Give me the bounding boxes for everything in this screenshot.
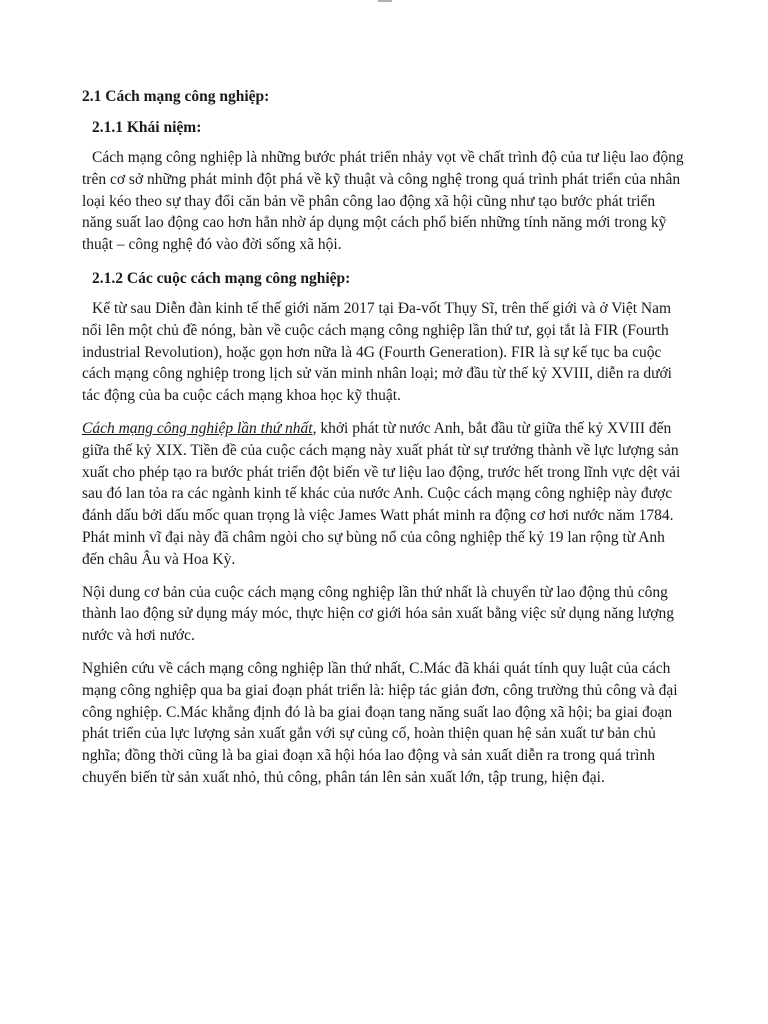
section-heading-2-1: 2.1 Cách mạng công nghiệp:: [82, 88, 270, 105]
document-page: [82, 86, 688, 789]
first-revolution-text: , khởi phát từ nước Anh, bắt đầu từ giữa thế kỷ XVIII đến giữa thế kỷ XIX. Tiền đề của cuộc cách mạng này xuất phát từ sự trưởng thành về lực lượng sản xuất cho phép tạo ra bước phát triển đột biến về tư liệu lao động, trước hết trong lĩnh vực dệt vải sau đó lan tỏa ra các ngành kinh tế khác của nước Anh. Cuộc cách mạng công nghiệp này được đánh dấu bởi dấu mốc quan trọng là việc James Watt phát minh ra động cơ hơi nước năm 1784. Phát minh vĩ đại này đã châm ngòi cho sự bùng nổ của công nghiệp thế kỷ 19 lan rộng từ Anh đến châu Âu và Hoa Kỳ.: [82, 419, 681, 568]
paragraph-research: Nghiên cứu về cách mạng công nghiệp lần thứ nhất, C.Mác đã khái quát tính quy luật của cách mạng công nghiệp qua ba giai đoạn phát triển là: hiệp tác giản đơn, công trường thủ công và đại công nghiệp. C.Mác khẳng định đó là ba giai đoạn tang năng suất lao động xã hội; ba giai đoạn phát triển của lực lượng sản xuất gắn với sự củng cố, hoàn thiện quan hệ sản xuất tư bản chủ nghĩa; đồng thời cũng là ba giai đoạn xã hội hóa lao động và sản xuất diễn ra trong quá trình chuyển biến từ sản xuất nhỏ, thủ công, phân tán lên sản xuất lớn, tập trung, hiện đại.: [82, 659, 678, 786]
paragraph-content: Nội dung cơ bản của cuộc cách mạng công nghiệp lần thứ nhất là chuyển từ lao động thủ công thành lao động sử dụng máy móc, thực hiện cơ giới hóa sản xuất bằng việc sử dụng năng lượng nước và hơi nước.: [82, 583, 674, 645]
page-top-mark: [378, 0, 392, 2]
paragraph-first-revolution: [82, 418, 688, 571]
subsection-heading-2-1-2: 2.1.2 Các cuộc cách mạng công nghiệp:: [92, 269, 351, 287]
first-revolution-term: Cách mạng công nghiệp lần thứ nhất: [82, 419, 313, 437]
subsection-heading-2-1-1: 2.1.1 Khái niệm:: [92, 119, 202, 136]
paragraph-fir: Kể từ sau Diễn đàn kinh tế thế giới năm 2017 tại Đa-vốt Thụy Sĩ, trên thế giới và ở Việt Nam nổi lên một chủ đề nóng, bàn về cuộc cách mạng công nghiệp lần thứ tư, gọi tắt là FIR (Fourth industrial Revolution), hoặc gọn hơn nữa là 4G (Fourth Generation). FIR là sự kế tục ba cuộc cách mạng công nghiệp trong lịch sử văn minh nhân loại; mở đầu từ thế kỷ XVIII, diễn ra dưới tác động của ba cuộc cách mạng khoa học kỹ thuật.: [82, 299, 672, 405]
paragraph-concept: Cách mạng công nghiệp là những bước phát triển nhảy vọt về chất trình độ của tư liệu lao động trên cơ sở những phát minh đột phá về kỹ thuật và công nghệ trong quá trình phát triển của nhân loại kéo theo sự thay đổi căn bản về phân công lao động xã hội cũng như tạo bước phát triển năng suất lao động cao hơn hẳn nhờ áp dụng một cách phổ biến những tính năng mới trong kỹ thuật – công nghệ đó vào đời sống xã hội.: [82, 149, 684, 254]
